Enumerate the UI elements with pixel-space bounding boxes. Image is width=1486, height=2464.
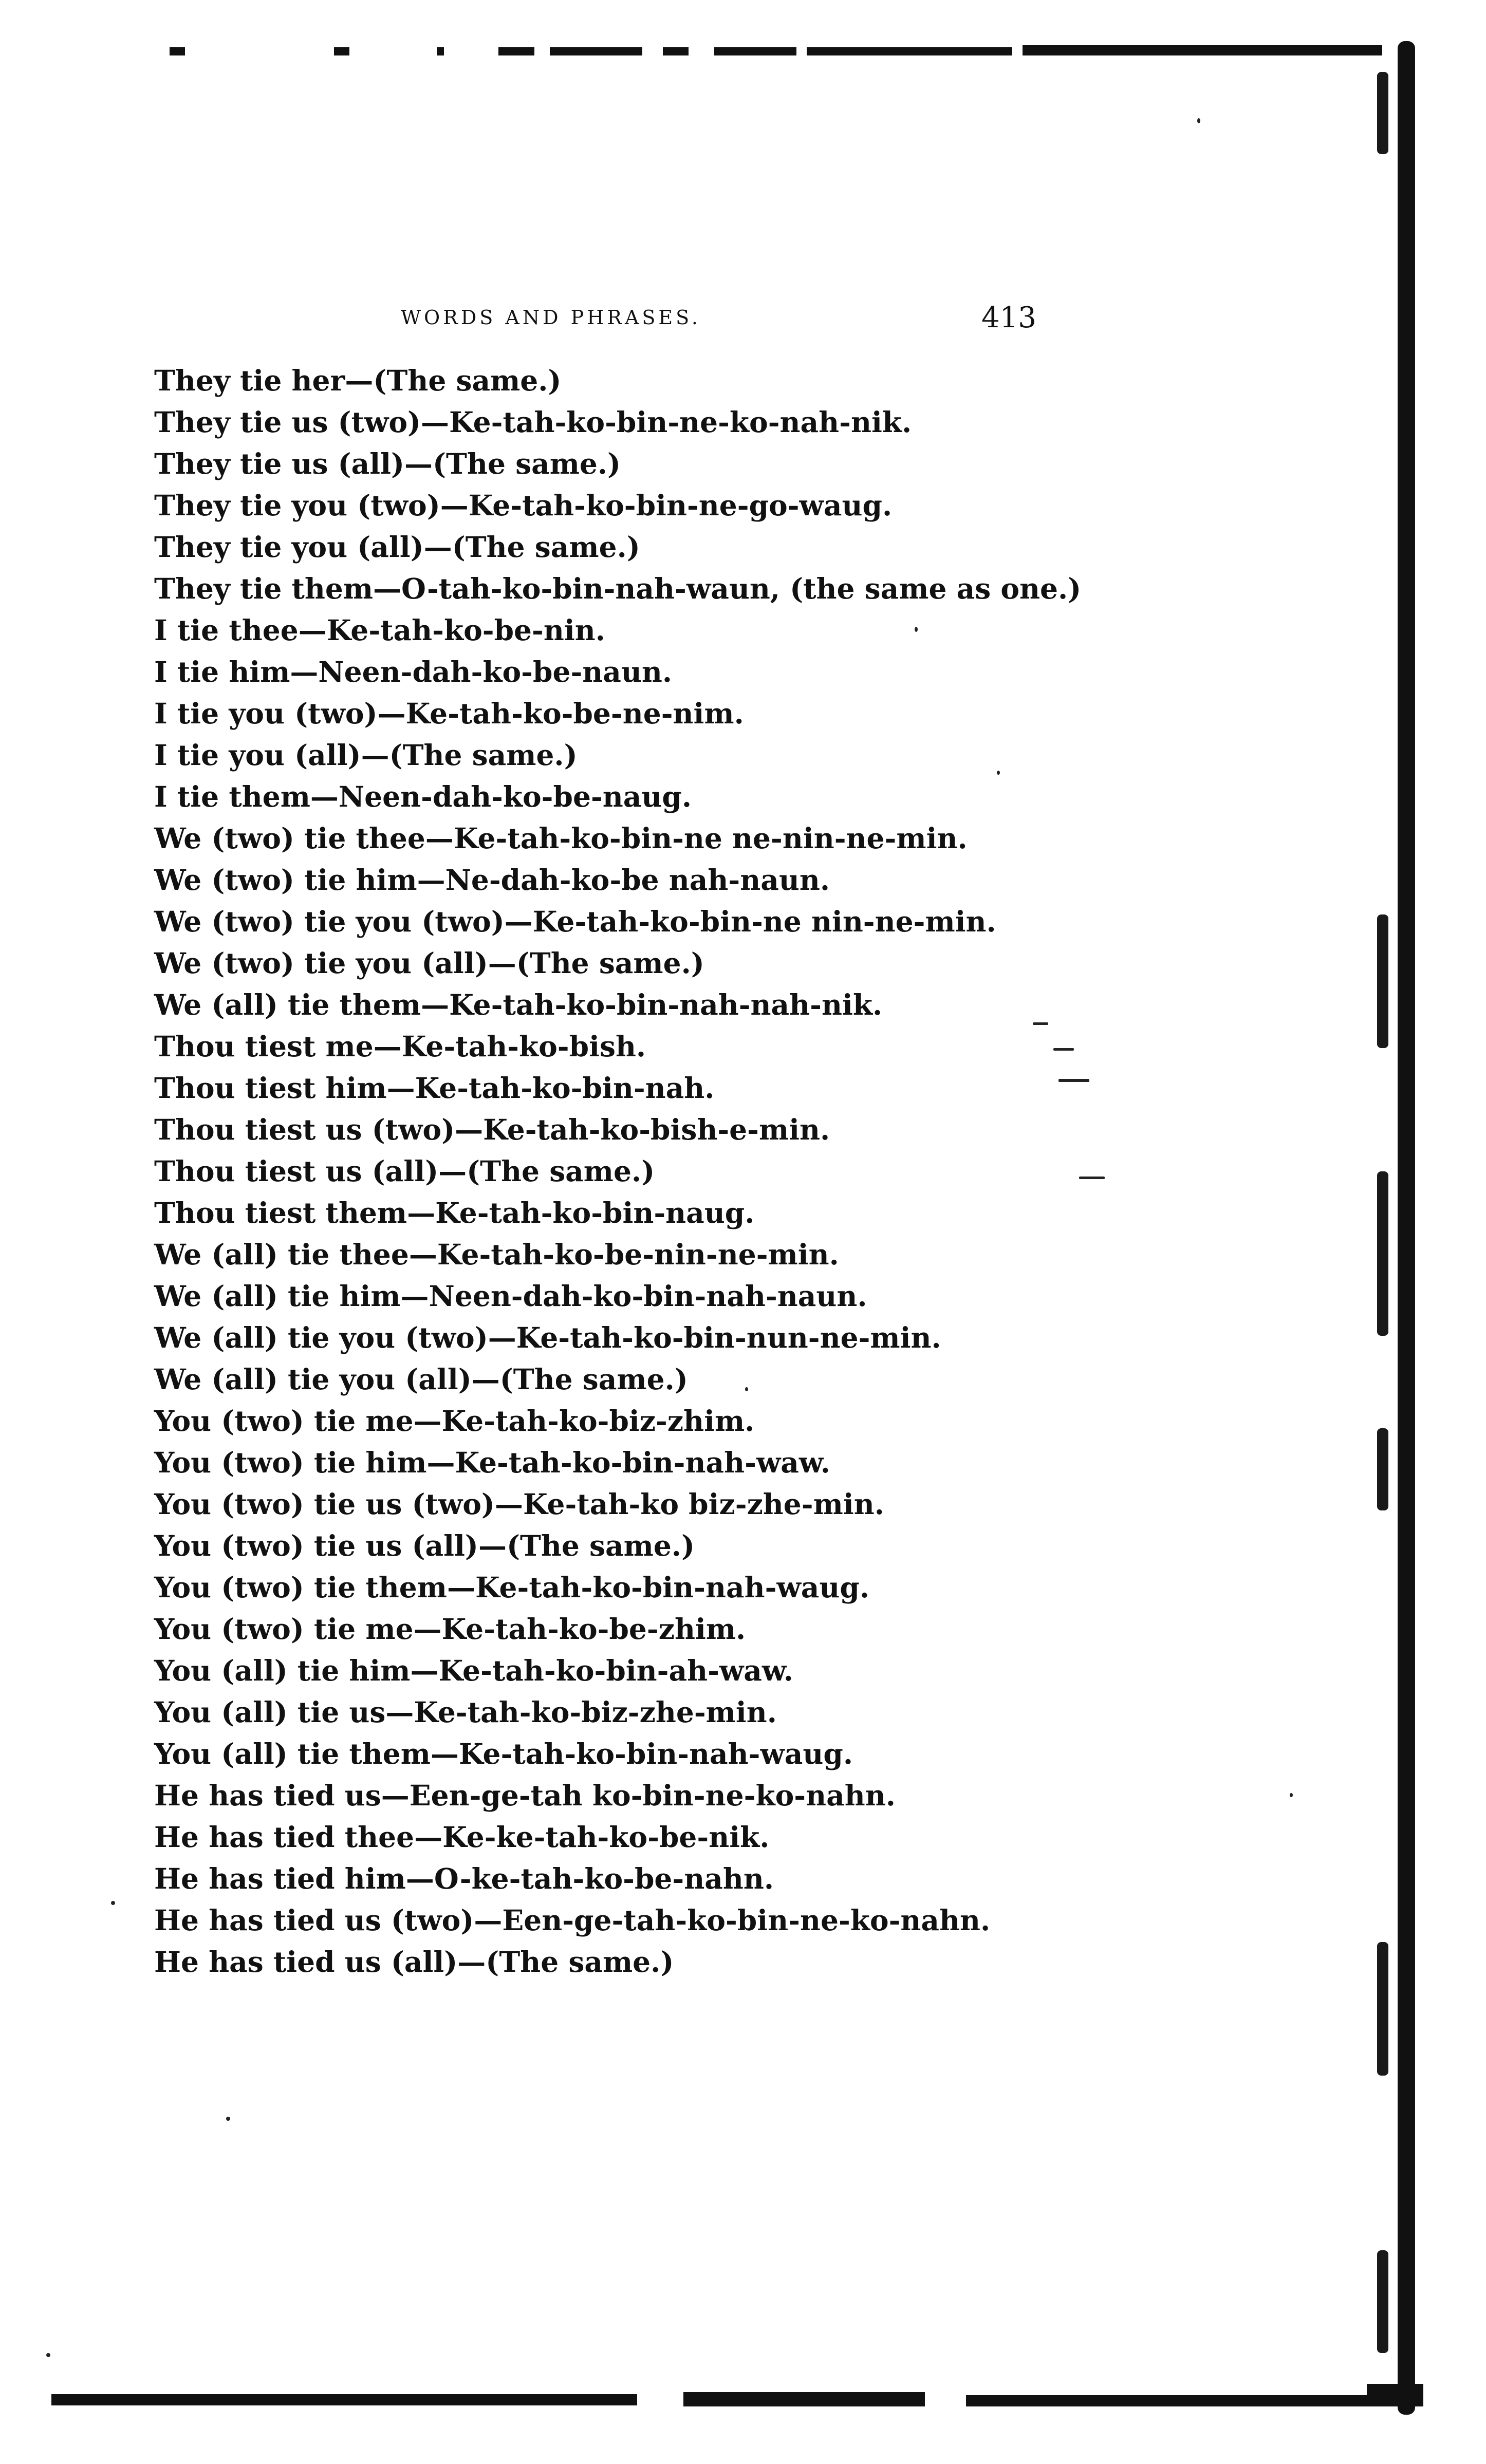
page-edge-border [1367,41,1423,2415]
text-line: You (two) tie me—Ke-tah-ko-be-zhim. [154,1612,746,1646]
text-line: You (all) tie them—Ke-tah-ko-bin-nah-waug. [154,1737,853,1770]
text-line: They tie you (all)—(The same.) [154,530,640,564]
text-line: They tie us (all)—(The same.) [154,447,621,480]
scan-speck [915,627,918,632]
scan-speck [1053,1048,1074,1051]
scan-speck [226,2117,230,2121]
scan-speck [1290,1793,1293,1797]
text-line: I tie you (two)—Ke-tah-ko-be-ne-nim. [154,697,744,730]
scan-speck [1058,1079,1089,1082]
text-line: We (all) tie them—Ke-tah-ko-bin-nah-nah-nik. [154,988,883,1021]
text-line: We (two) tie thee—Ke-tah-ko-bin-ne ne-nin-ne-min. [154,822,968,855]
text-line: You (two) tie us (all)—(The same.) [154,1529,695,1562]
text-line: Thou tiest us (two)—Ke-tah-ko-bish-e-min. [154,1113,830,1146]
text-line: I tie them—Neen-dah-ko-be-naug. [154,780,692,813]
text-line: You (two) tie me—Ke-tah-ko-biz-zhim. [154,1404,755,1438]
text-line: We (all) tie thee—Ke-tah-ko-be-nin-ne-min. [154,1238,839,1271]
text-line: I tie thee—Ke-tah-ko-be-nin. [154,613,605,647]
text-line: He has tied us (two)—Een-ge-tah-ko-bin-ne-ko-nahn. [154,1903,991,1937]
text-line: They tie them—O-tah-ko-bin-nah-waun, (the same as one.) [154,572,1082,605]
text-line: They tie her—(The same.) [154,364,562,397]
running-header [154,301,1058,337]
scan-speck [997,771,1000,775]
text-line: He has tied us (all)—(The same.) [154,1945,674,1978]
text-line: You (two) tie him—Ke-tah-ko-bin-nah-waw. [154,1446,830,1479]
scan-speck [1197,118,1200,123]
top-rule [170,40,1387,61]
text-body [154,360,1082,1983]
text-line: We (two) tie you (two)—Ke-tah-ko-bin-ne nin-ne-min. [154,905,996,938]
text-line: He has tied us—Een-ge-tah ko-bin-ne-ko-nahn. [154,1779,896,1812]
bottom-rule [51,2384,1423,2420]
text-line: We (all) tie him—Neen-dah-ko-bin-nah-naun. [154,1279,867,1313]
text-line: Thou tiest them—Ke-tah-ko-bin-naug. [154,1196,755,1229]
scan-speck [46,2353,50,2357]
scan-speck [745,1387,748,1391]
text-line: Thou tiest us (all)—(The same.) [154,1154,655,1188]
text-line: They tie us (two)—Ke-tah-ko-bin-ne-ko-nah-nik. [154,405,912,439]
text-line: We (all) tie you (two)—Ke-tah-ko-bin-nun-ne-min. [154,1321,941,1354]
text-line: I tie him—Neen-dah-ko-be-naun. [154,655,673,688]
text-line: We (two) tie him—Ne-dah-ko-be nah-naun. [154,863,830,897]
scan-speck [1033,1022,1048,1025]
text-line: You (all) tie him—Ke-tah-ko-bin-ah-waw. [154,1654,793,1687]
text-line: Thou tiest him—Ke-tah-ko-bin-nah. [154,1071,715,1105]
scan-speck [1079,1177,1105,1179]
text-line: He has tied thee—Ke-ke-tah-ko-be-nik. [154,1820,770,1854]
scan-speck [111,1901,115,1905]
text-line: They tie you (two)—Ke-tah-ko-bin-ne-go-waug. [154,489,893,522]
text-line: Thou tiest me—Ke-tah-ko-bish. [154,1030,646,1063]
text-line: We (two) tie you (all)—(The same.) [154,946,704,980]
text-line: I tie you (all)—(The same.) [154,738,578,772]
text-line: You (all) tie us—Ke-tah-ko-biz-zhe-min. [154,1695,777,1729]
text-line: He has tied him—O-ke-tah-ko-be-nahn. [154,1862,774,1895]
header-title: WORDS AND PHRASES. [401,306,701,329]
text-line: We (all) tie you (all)—(The same.) [154,1362,688,1396]
text-line: You (two) tie them—Ke-tah-ko-bin-nah-waug. [154,1571,870,1604]
page-number: 413 [981,301,1036,334]
text-line: You (two) tie us (two)—Ke-tah-ko biz-zhe-min. [154,1487,884,1521]
